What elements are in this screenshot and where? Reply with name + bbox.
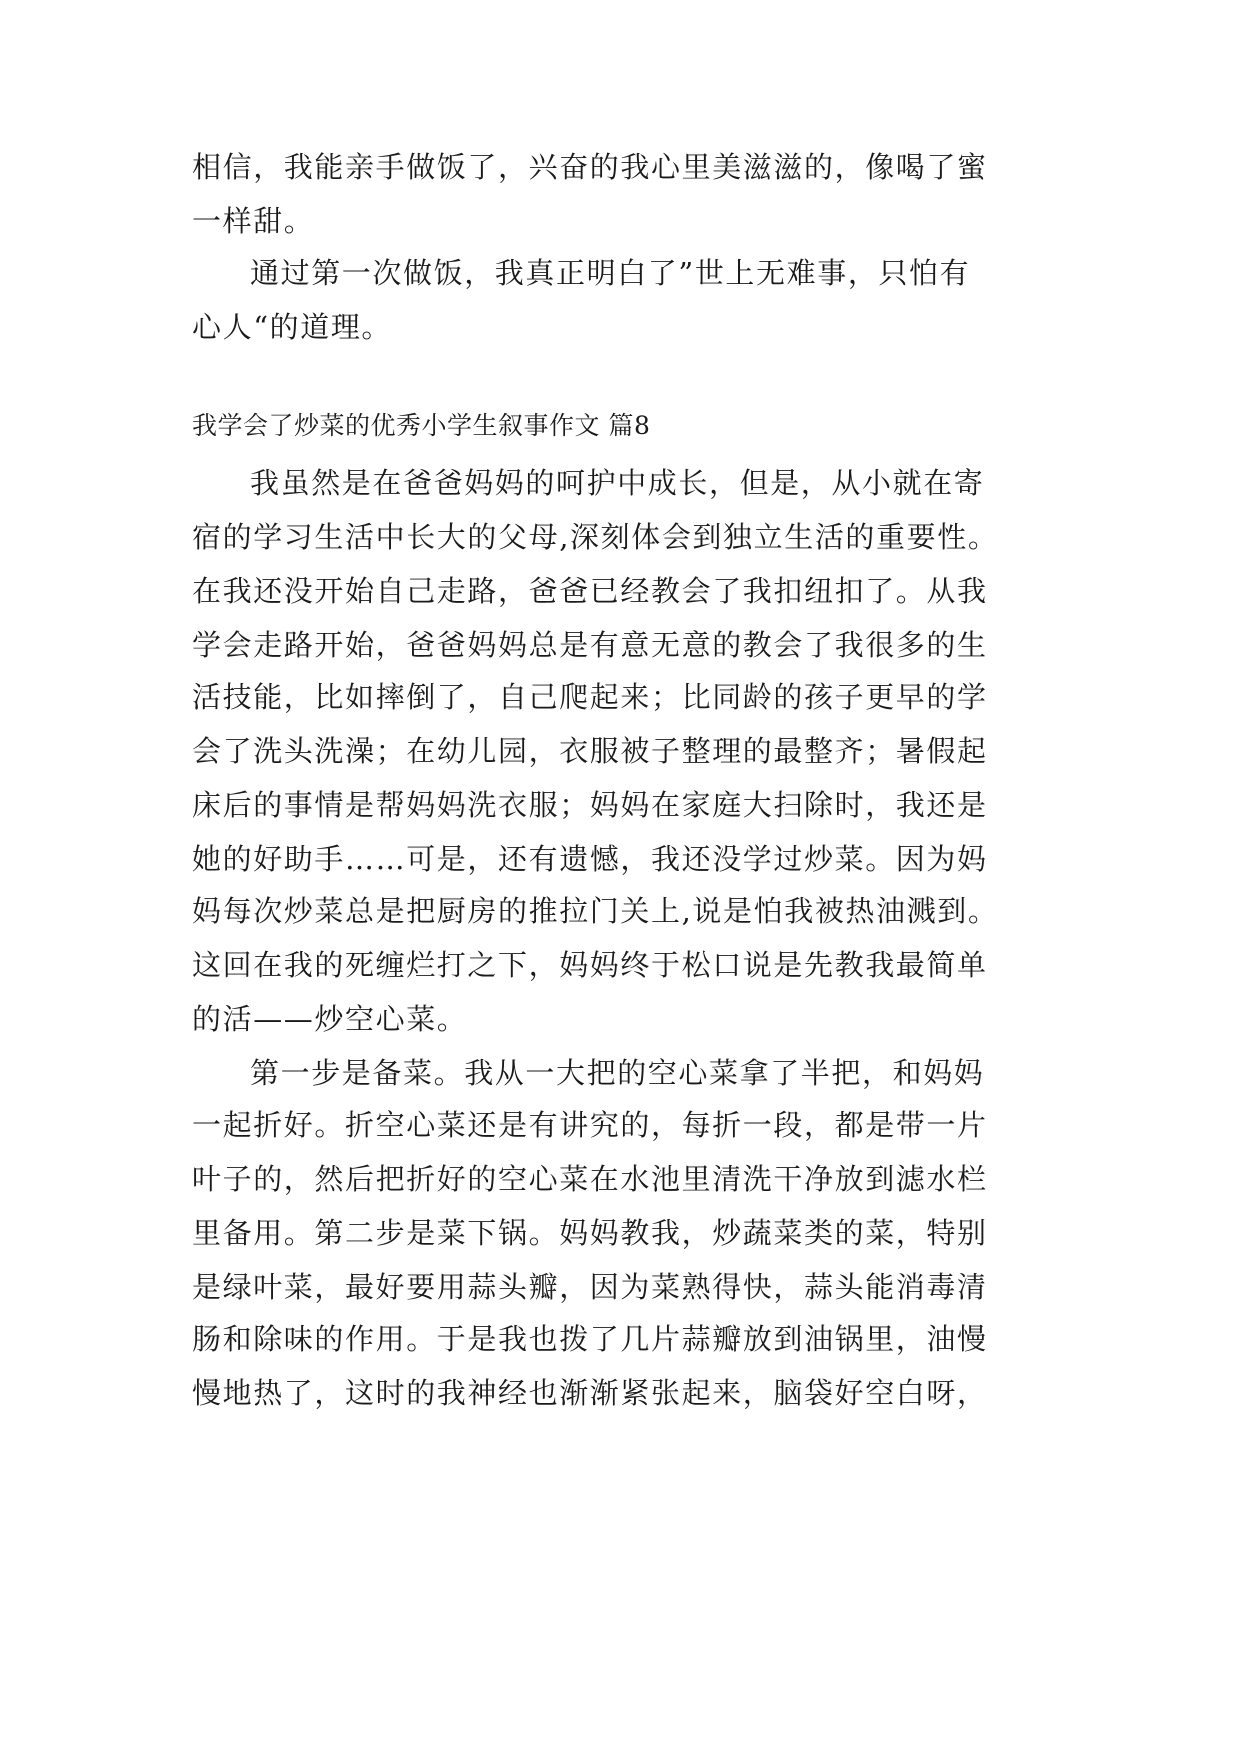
text-line: 叶子的，然后把折好的空心菜在水池里清洗干净放到滤水栏 [192,1162,988,1196]
text-line: 学会走路开始，爸爸妈妈总是有意无意的教会了我很多的生 [192,628,988,662]
text-line: 宿的学习生活中长大的父母,深刻体会到独立生活的重要性。 [192,520,999,554]
text-line: 通过第一次做饭，我真正明白了”世上无难事，只怕有 [250,256,971,290]
text-line: 她的好助手……可是，还有遗憾，我还没学过炒菜。因为妈 [192,842,988,876]
text-line: 的活——炒空心菜。 [192,1002,468,1036]
text-line: 活技能，比如摔倒了，自己爬起来；比同龄的孩子更早的学 [192,680,988,714]
text-line: 我虽然是在爸爸妈妈的呵护中成长，但是，从小就在寄 [250,466,985,500]
text-line: 第一步是备菜。我从一大把的空心菜拿了半把，和妈妈 [250,1056,985,1090]
text-line: 里备用。第二步是菜下锅。妈妈教我，炒蔬菜类的菜，特别 [192,1216,988,1250]
text-line: 一样甜。 [192,204,315,238]
section-title: 我学会了炒菜的优秀小学生叙事作文 篇8 [192,411,651,440]
text-line: 在我还没开始自己走路，爸爸已经教会了我扣纽扣了。从我 [192,574,988,608]
text-line: 慢地热了，这时的我神经也渐渐紧张起来，脑袋好空白呀， [192,1376,988,1410]
text-line: 是绿叶菜，最好要用蒜头瓣，因为菜熟得快，蒜头能消毒清 [192,1270,988,1304]
text-line: 肠和除味的作用。于是我也拨了几片蒜瓣放到油锅里，油慢 [192,1322,988,1356]
text-line: 一起折好。折空心菜还是有讲究的，每折一段，都是带一片 [192,1108,988,1142]
text-line: 床后的事情是帮妈妈洗衣服；妈妈在家庭大扫除时，我还是 [192,788,988,822]
text-line: 妈每次炒菜总是把厨房的推拉门关上,说是怕我被热油溅到。 [192,894,999,928]
text-line: 这回在我的死缠烂打之下，妈妈终于松口说是先教我最简单 [192,948,988,982]
text-line: 会了洗头洗澡；在幼儿园，衣服被子整理的最整齐；暑假起 [192,734,988,768]
text-line: 心人“的道理。 [192,310,393,344]
text-line: 相信，我能亲手做饭了，兴奋的我心里美滋滋的，像喝了蜜 [192,150,988,184]
